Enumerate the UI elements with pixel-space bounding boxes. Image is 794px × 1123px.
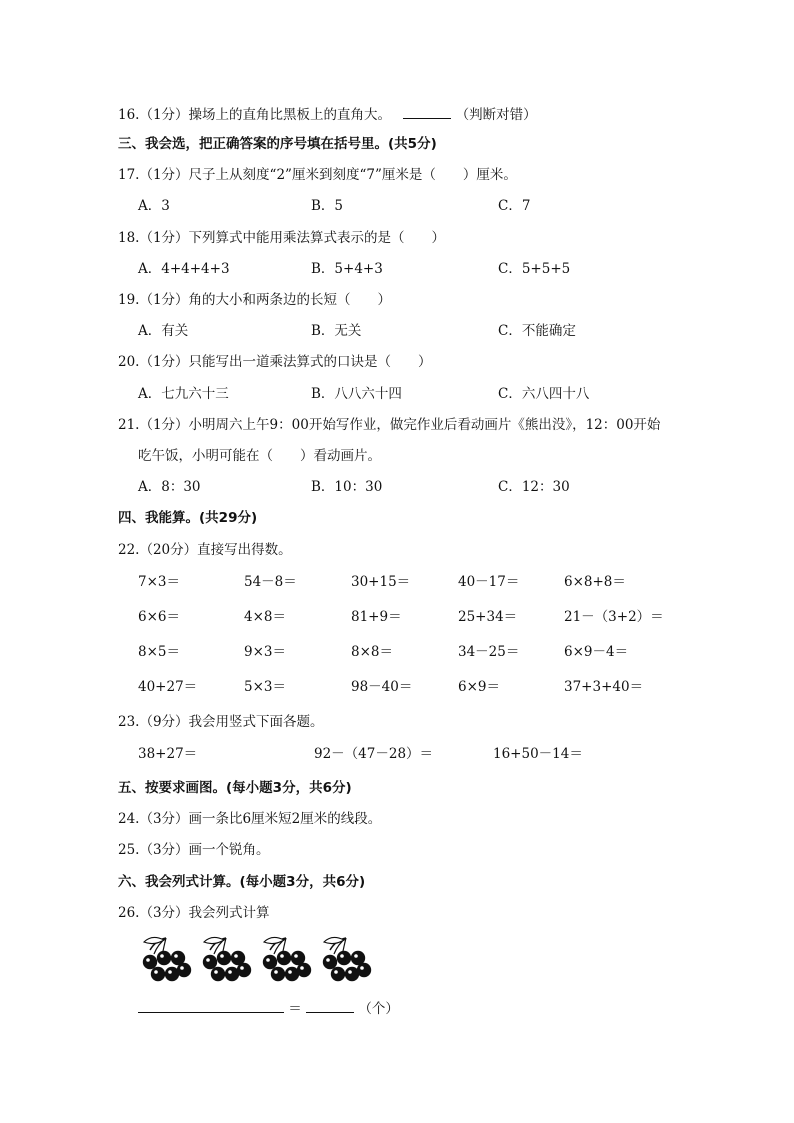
option-b[interactable]: B．5 bbox=[311, 198, 344, 214]
section-4-heading: 四、我能算。(共29分) bbox=[118, 510, 258, 526]
expression-blank[interactable] bbox=[138, 998, 284, 1013]
calc-item: 40+27＝ bbox=[138, 679, 198, 695]
calc-item: 4×8＝ bbox=[244, 609, 286, 625]
question-24: 24.（3分）画一条比6厘米短2厘米的线段。 bbox=[118, 811, 382, 827]
option-a[interactable]: A．4+4+4+3 bbox=[138, 261, 230, 277]
option-b[interactable]: B．八八六十四 bbox=[311, 386, 402, 402]
question-18: 18.（1分）下列算式中能用乘法算式表示的是（ ） bbox=[118, 230, 446, 246]
calc-item: 37+3+40＝ bbox=[564, 679, 644, 695]
calc-item: 21－（3+2）＝ bbox=[564, 609, 664, 625]
q26-answer-row bbox=[138, 998, 399, 1018]
vertical-calc-item: 16+50－14＝ bbox=[493, 746, 583, 762]
option-b[interactable]: B．10：30 bbox=[311, 479, 383, 495]
calc-item: 5×3＝ bbox=[244, 679, 286, 695]
calc-item: 30+15＝ bbox=[351, 574, 411, 590]
calc-item: 9×3＝ bbox=[244, 644, 286, 660]
calc-item: 34－25＝ bbox=[458, 644, 520, 660]
vertical-calc-item: 38+27＝ bbox=[138, 746, 198, 762]
answer-blank[interactable] bbox=[403, 104, 451, 119]
option-c[interactable]: C．5+5+5 bbox=[498, 261, 571, 277]
option-c[interactable]: C．不能确定 bbox=[498, 323, 576, 339]
unit-label: （个） bbox=[358, 1001, 399, 1017]
calc-item: 8×8＝ bbox=[351, 644, 393, 660]
question-17: 17.（1分）尺子上从刻度“2”厘米到刻度“7”厘米是（ ）厘米。 bbox=[118, 167, 517, 183]
question-16-tail: （判断对错） bbox=[455, 107, 537, 123]
section-3-heading: 三、我会选，把正确答案的序号填在括号里。(共5分) bbox=[118, 136, 437, 152]
question-25: 25.（3分）画一个锐角。 bbox=[118, 842, 270, 858]
option-a[interactable]: A．3 bbox=[138, 198, 170, 214]
calc-item: 6×6＝ bbox=[138, 609, 180, 625]
option-c[interactable]: C．12：30 bbox=[498, 479, 570, 495]
calc-item: 54－8＝ bbox=[244, 574, 297, 590]
calc-item: 98－40＝ bbox=[351, 679, 413, 695]
calc-item: 25+34＝ bbox=[458, 609, 518, 625]
question-23: 23.（9分）我会用竖式下面各题。 bbox=[118, 714, 324, 730]
question-22: 22.（20分）直接写出得数。 bbox=[118, 542, 292, 558]
cherry-icon bbox=[138, 934, 378, 984]
question-16 bbox=[118, 104, 537, 124]
question-19: 19.（1分）角的大小和两条边的长短（ ） bbox=[118, 292, 392, 308]
option-c[interactable]: C．7 bbox=[498, 198, 531, 214]
option-a[interactable]: A．七九六十三 bbox=[138, 386, 229, 402]
question-16-text: 16.（1分）操场上的直角比黑板上的直角大。 bbox=[118, 107, 392, 123]
calc-item: 7×3＝ bbox=[138, 574, 180, 590]
question-26: 26.（3分）我会列式计算 bbox=[118, 905, 270, 921]
calc-item: 40－17＝ bbox=[458, 574, 520, 590]
calc-item: 8×5＝ bbox=[138, 644, 180, 660]
equals-sign: ＝ bbox=[288, 1001, 302, 1017]
section-6-heading: 六、我会列式计算。(每小题3分，共6分) bbox=[118, 874, 366, 890]
option-b[interactable]: B．无关 bbox=[311, 323, 362, 339]
question-21-line2: 吃午饭，小明可能在（ ）看动画片。 bbox=[138, 448, 381, 464]
option-a[interactable]: A．8：30 bbox=[138, 479, 201, 495]
question-20: 20.（1分）只能写出一道乘法算式的口诀是（ ） bbox=[118, 354, 432, 370]
section-5-heading: 五、按要求画图。(每小题3分，共6分) bbox=[118, 780, 352, 796]
calc-item: 6×9－4＝ bbox=[564, 644, 629, 660]
option-b[interactable]: B．5+4+3 bbox=[311, 261, 383, 277]
result-blank[interactable] bbox=[306, 998, 354, 1013]
calc-item: 81+9＝ bbox=[351, 609, 402, 625]
calc-item: 6×8+8＝ bbox=[564, 574, 626, 590]
cherries-illustration bbox=[138, 934, 378, 988]
question-21-line1: 21.（1分）小明周六上午9：00开始写作业，做完作业后看动画片《熊出没》，12：00开始 bbox=[118, 417, 661, 433]
vertical-calc-item: 92－（47－28）＝ bbox=[314, 746, 434, 762]
calc-item: 6×9＝ bbox=[458, 679, 500, 695]
option-c[interactable]: C．六八四十八 bbox=[498, 386, 590, 402]
option-a[interactable]: A．有关 bbox=[138, 323, 189, 339]
